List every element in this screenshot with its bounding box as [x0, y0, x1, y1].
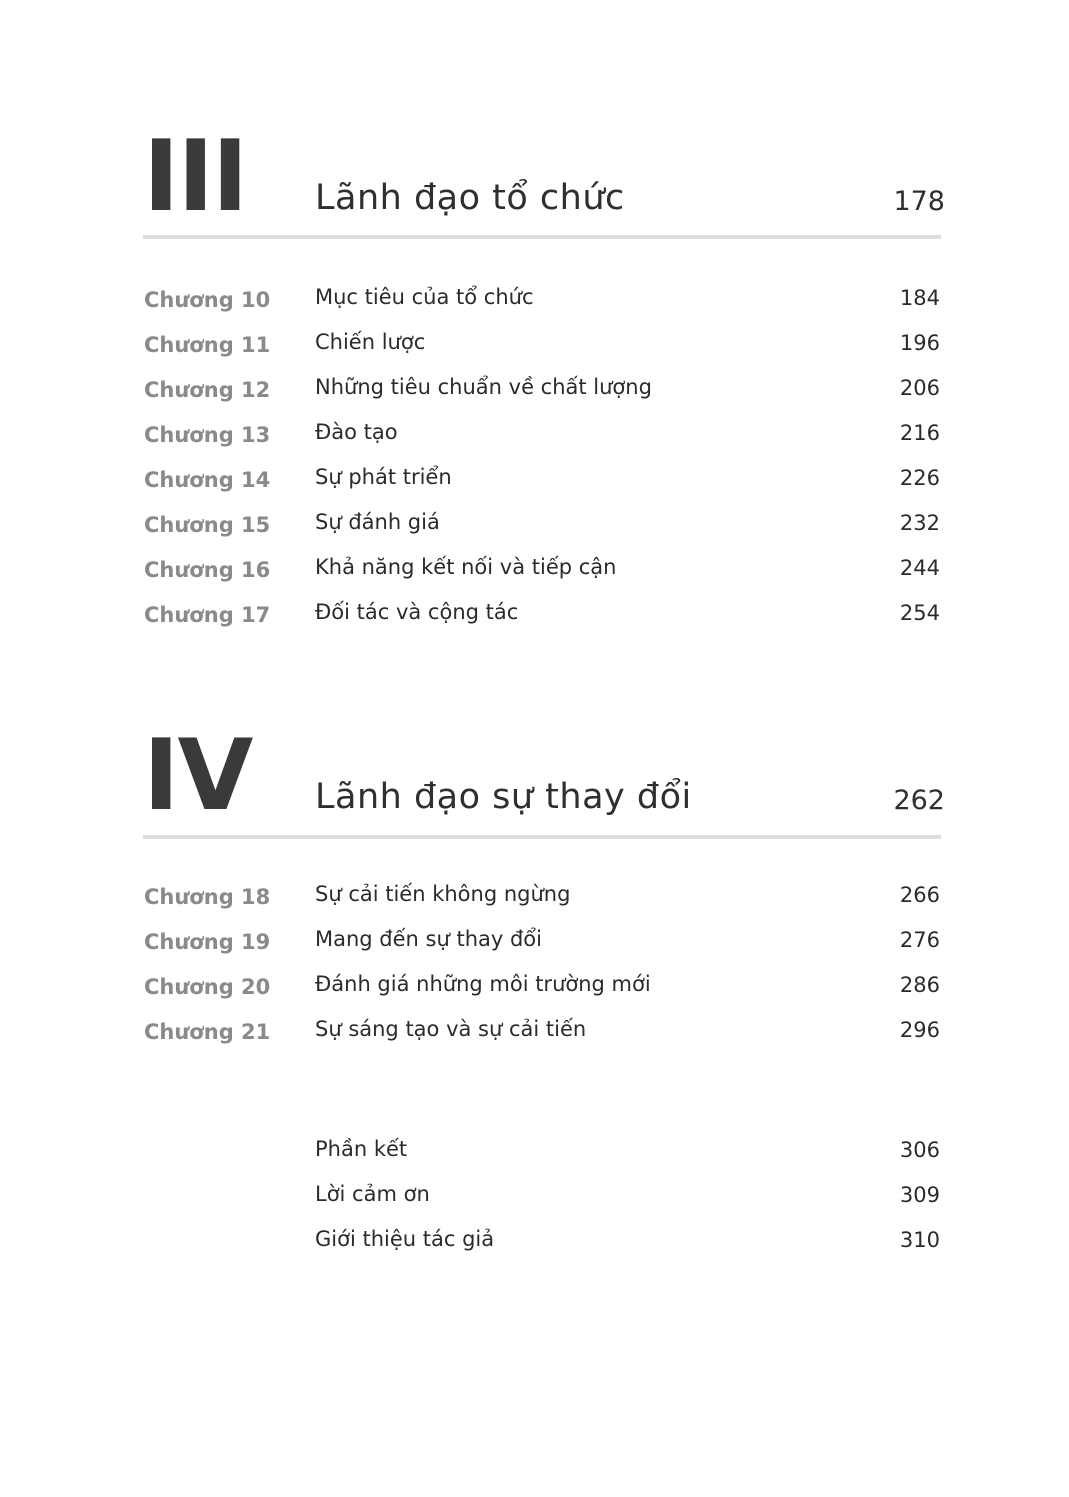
chapter-page-number: 232: [899, 511, 940, 535]
part-title[interactable]: Lãnh đạo tổ chức: [315, 178, 625, 218]
chapter-page-number: 226: [899, 466, 940, 490]
chapter-label: Chương 14: [144, 468, 271, 492]
chapter-title[interactable]: Những tiêu chuẩn về chất lượng: [315, 375, 652, 399]
chapter-page-number: 216: [899, 421, 940, 445]
chapter-title[interactable]: Sự phát triển: [315, 465, 452, 489]
chapter-title[interactable]: Sự sáng tạo và sự cải tiến: [315, 1017, 587, 1041]
toc-row[interactable]: [0, 375, 1069, 405]
section-divider: [143, 835, 941, 839]
section-divider: [143, 235, 941, 239]
toc-row[interactable]: [0, 927, 1069, 957]
toc-row[interactable]: [0, 600, 1069, 630]
back-matter-page-number: 306: [899, 1138, 940, 1162]
back-matter-title[interactable]: Phần kết: [315, 1137, 408, 1161]
toc-row[interactable]: [0, 555, 1069, 585]
part-numeral: IV: [143, 719, 252, 833]
chapter-title[interactable]: Sự cải tiến không ngừng: [315, 882, 571, 906]
chapter-label: Chương 18: [144, 885, 271, 909]
part-numeral: III: [143, 120, 247, 234]
toc-row[interactable]: [0, 285, 1069, 315]
chapter-page-number: 254: [899, 601, 940, 625]
chapter-page-number: 184: [899, 286, 940, 310]
part-page-number: 178: [893, 186, 945, 217]
toc-row[interactable]: [0, 1017, 1069, 1047]
chapter-label: Chương 19: [144, 930, 271, 954]
chapter-page-number: 266: [899, 883, 940, 907]
toc-row[interactable]: [0, 972, 1069, 1002]
chapter-title[interactable]: Đánh giá những môi trường mới: [315, 972, 651, 996]
part-title[interactable]: Lãnh đạo sự thay đổi: [315, 777, 692, 817]
chapter-title[interactable]: Khả năng kết nối và tiếp cận: [315, 555, 617, 579]
chapter-page-number: 196: [899, 331, 940, 355]
back-matter-page-number: 310: [899, 1228, 940, 1252]
toc-row[interactable]: [0, 1137, 1069, 1167]
chapter-title[interactable]: Mang đến sự thay đổi: [315, 927, 542, 951]
chapter-page-number: 206: [899, 376, 940, 400]
toc-row[interactable]: [0, 330, 1069, 360]
chapter-title[interactable]: Đào tạo: [315, 420, 398, 444]
back-matter-title[interactable]: Lời cảm ơn: [315, 1182, 430, 1206]
chapter-title[interactable]: Mục tiêu của tổ chức: [315, 285, 534, 309]
toc-row[interactable]: [0, 1182, 1069, 1212]
chapter-title[interactable]: Chiến lược: [315, 330, 426, 354]
chapter-label: Chương 13: [144, 423, 271, 447]
toc-row[interactable]: [0, 1227, 1069, 1257]
chapter-page-number: 276: [899, 928, 940, 952]
chapter-title[interactable]: Đối tác và cộng tác: [315, 600, 519, 624]
chapter-page-number: 286: [899, 973, 940, 997]
toc-row[interactable]: [0, 420, 1069, 450]
chapter-title[interactable]: Sự đánh giá: [315, 510, 440, 534]
chapter-label: Chương 15: [144, 513, 271, 537]
back-matter-page-number: 309: [899, 1183, 940, 1207]
toc-row[interactable]: [0, 882, 1069, 912]
chapter-label: Chương 16: [144, 558, 271, 582]
chapter-label: Chương 12: [144, 378, 271, 402]
chapter-label: Chương 11: [144, 333, 271, 357]
toc-row[interactable]: [0, 465, 1069, 495]
chapter-page-number: 296: [899, 1018, 940, 1042]
chapter-label: Chương 20: [144, 975, 271, 999]
chapter-label: Chương 10: [144, 288, 271, 312]
chapter-page-number: 244: [899, 556, 940, 580]
toc-row[interactable]: [0, 510, 1069, 540]
part-page-number: 262: [893, 785, 945, 816]
back-matter-title[interactable]: Giới thiệu tác giả: [315, 1227, 495, 1251]
chapter-label: Chương 21: [144, 1020, 271, 1044]
chapter-label: Chương 17: [144, 603, 271, 627]
